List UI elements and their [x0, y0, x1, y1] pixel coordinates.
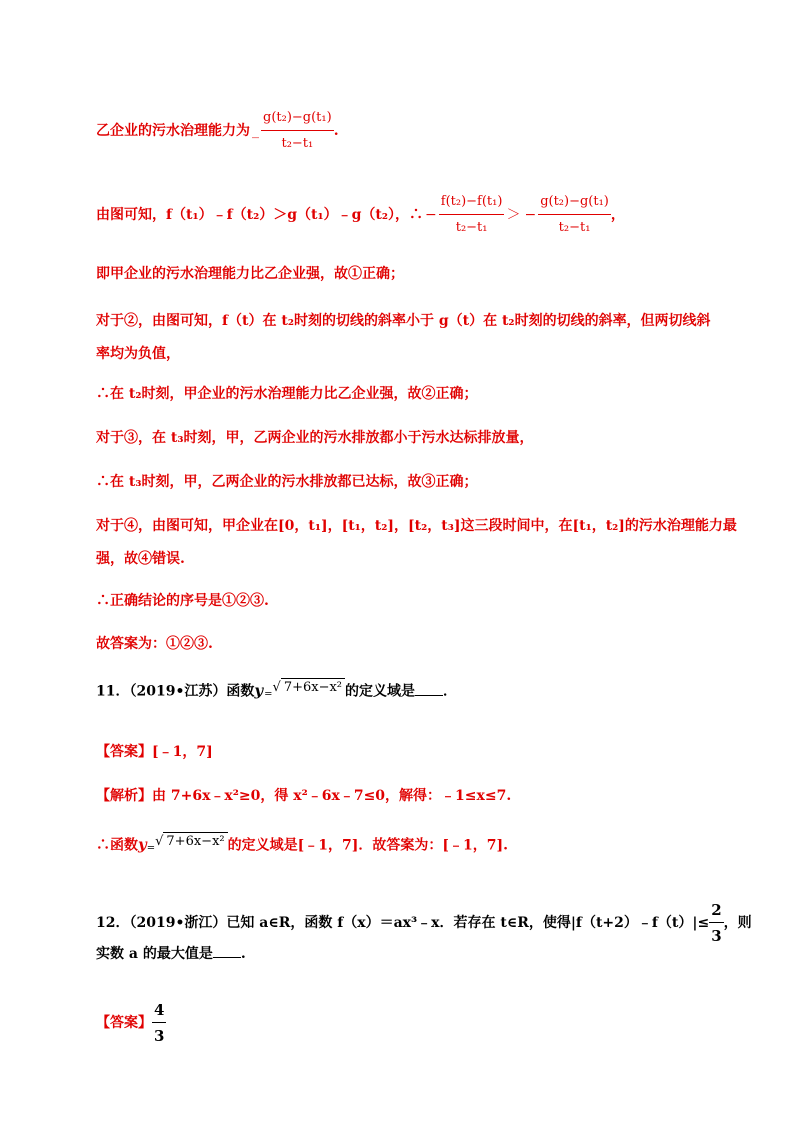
q11-conclusion: ∴函数$y_=√$ 7+6x−x² 的定义域是[﹣1，7]．故答案为：[﹣1，7].: [96, 832, 508, 859]
solution-line-1: 乙企业的污水治理能力为 _ $\frac{\text{g(t₂)−g(t₁)}}{\text{t₂−t₁}}$ .: [96, 108, 339, 154]
solution-line-3: 即甲企业的污水治理能力比乙企业强，故①正确；: [96, 266, 404, 282]
question-source: （2019•江苏）: [129, 683, 227, 700]
solution-line-9: 对于④，由图可知，甲企业在[0，t₁]，[t₁，t₂]，[t₂，t₃]这三段时间中，在[t₁，t₂]的污水治理能力最: [96, 518, 737, 534]
solution-line-4: 对于②，由图可知，f（t）在 t₂时刻的切线的斜率小于 g（t）在 t₂时刻的切线的斜率，但两切线斜: [96, 313, 711, 329]
radical-expression: $_=$√ 7+6x−x²: [264, 678, 345, 705]
question-12-cont: 实数 a 的最大值是 .: [96, 946, 246, 962]
analysis-label: 【解析】: [96, 788, 152, 804]
solution-line-5: 率均为负值，: [96, 346, 180, 362]
answer-blank: [213, 945, 241, 958]
radical-expression: $_=$√ 7+6x−x²: [147, 832, 228, 859]
fraction-f: $\frac{\text{f(t₂)−f(t₁)}}{\text{t₂−t₁}}$: [440, 194, 503, 235]
question-number: 12．: [96, 915, 130, 931]
solution-line-8: ∴在 t₃时刻，甲，乙两企业的污水排放都已达标，故③正确；: [96, 474, 478, 490]
solution-line-6: ∴在 t₂时刻，甲企业的污水治理能力比乙企业强，故②正确；: [96, 386, 478, 402]
fraction-two-thirds: $\frac{2}{3}$: [711, 901, 722, 945]
solution-line-12: 故答案为：①②③.: [96, 636, 213, 652]
answer-value: [﹣1，7]: [152, 744, 213, 760]
question-12: 12．（2019•浙江）已知 a∈R，函数 f（x）＝ax³﹣x．若存在 t∈R，使得|f（t+2）﹣f（t）|≤ $\frac{2}{3}$ ，则: [96, 901, 752, 945]
fraction-g: $\frac{\text{g(t₂)−g(t₁)}}{\text{t₂−t₁}}$: [540, 194, 609, 235]
solution-line-2: 由图可知，f（t₁）﹣f（t₂）＞g（t₁）﹣g（t₂），∴ − $\frac{\text{f(t₂)−f(t₁)}}{\text{t₂−t₁}}$ ＞ − $\frac{\text{g(t₂)−g(t₁)}}{\text{t₂−t₁}}$ ，: [96, 192, 625, 238]
solution-line-10: 强，故④错误.: [96, 551, 185, 567]
line-text: 乙企业的污水治理能力为: [96, 123, 250, 139]
question-11: 11．（2019•江苏）函数$y_=√$ 7+6x−x² 的定义域是 ．: [96, 678, 457, 705]
question-number: 11．: [96, 683, 130, 700]
answer-fraction: $\frac{4}{3}$: [154, 1001, 165, 1045]
answer-label: 【答案】: [96, 1015, 152, 1031]
solution-line-7: 对于③，在 t₃时刻，甲，乙两企业的污水排放都小于污水达标排放量，: [96, 430, 534, 446]
q11-answer: [96, 742, 213, 762]
answer-label: 【答案】: [96, 744, 152, 760]
q11-analysis: 【解析】由 7+6x﹣x²≥0，得 x²﹣6x﹣7≤0，解得：﹣1≤x≤7.: [96, 788, 512, 804]
q12-answer: [96, 1000, 166, 1046]
answer-blank: [415, 683, 443, 696]
fraction: $\frac{\text{g(t₂)−g(t₁)}}{\text{t₂−t₁}}$: [263, 110, 332, 151]
question-source: （2019•浙江）: [129, 915, 227, 931]
solution-line-11: ∴正确结论的序号是①②③.: [96, 593, 269, 609]
